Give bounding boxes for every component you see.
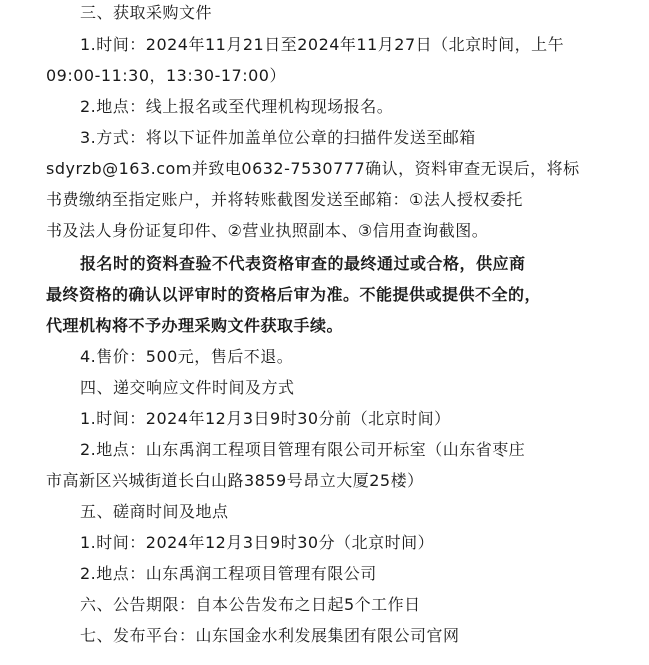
section5-heading: 五、磋商时间及地点 [80, 502, 229, 521]
s3-time-line1: 1.时间：2024年11月21日至2024年11月27日（北京时间，上午 [80, 35, 565, 54]
s3-method-line2: sdyrzb@163.com并致电0632-7530777确认，资料审查无误后，将标 [46, 159, 580, 178]
section3-heading: 三、获取采购文件 [80, 3, 213, 22]
notice-line3: 代理机构将不予办理采购文件获取手续。 [46, 316, 344, 335]
notice-line2: 最终资格的确认以评审时的资格后审为准。不能提供或提供不全的， [46, 285, 542, 304]
s4-location-line2: 市高新区兴城街道长白山路3859号昂立大厦25楼） [46, 471, 424, 490]
s4-location-line1: 2.地点：山东禹润工程项目管理有限公司开标室（山东省枣庄 [80, 440, 526, 459]
s3-method-line4: 书及法人身份证复印件、②营业执照副本、③信用查询截图。 [46, 221, 489, 240]
s3-location: 2.地点：线上报名或至代理机构现场报名。 [80, 97, 394, 116]
s3-method-line1: 3.方式：将以下证件加盖单位公章的扫描件发送至邮箱 [80, 128, 476, 147]
s3-time-line2: 09:00-11:30，13:30-17:00） [46, 66, 286, 85]
s5-time: 1.时间：2024年12月3日9时30分（北京时间） [80, 533, 435, 552]
s4-time: 1.时间：2024年12月3日9时30分前（北京时间） [80, 409, 451, 428]
s3-price: 4.售价：500元，售后不退。 [80, 347, 294, 366]
notice-line1: 报名时的资料查验不代表资格审查的最终通过或合格，供应商 [80, 254, 526, 273]
section4-heading: 四、递交响应文件时间及方式 [80, 378, 295, 397]
section7-platform: 七、发布平台：山东国金水利发展集团有限公司官网 [80, 626, 460, 645]
s5-location: 2.地点：山东禹润工程项目管理有限公司 [80, 564, 377, 583]
s3-method-line3: 书费缴纳至指定账户，并将转账截图发送至邮箱：①法人授权委托 [46, 190, 523, 209]
section6-notice-period: 六、公告期限：自本公告发布之日起5个工作日 [80, 595, 421, 614]
